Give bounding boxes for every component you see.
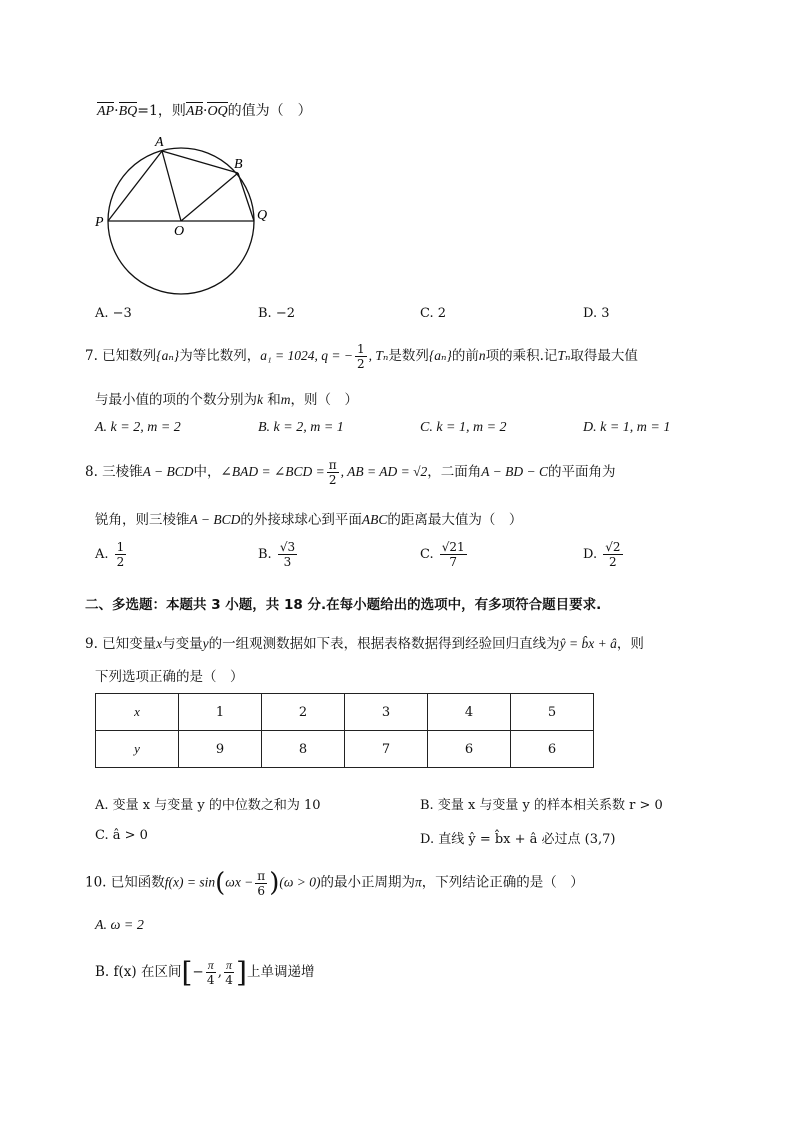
section-heading: 二、多选题：本题共 3 小题，共 18 分.在每小题给出的选项中，有多项符合题目要求. [85,597,602,613]
segment-pa [108,151,162,221]
q8-line1: 8. 三棱锥A − BCD中，∠BAD = ∠BCD = $\frac{\pi}{2}$ , AB = AD = √2，二面角A − BD − C的平面角为 [85,458,616,487]
table-row [96,731,594,768]
vector-bq: BQ [118,104,138,119]
sequence-an: {aₙ} [156,348,180,363]
q8-option-d: D. $\frac{√2}{2}$ [583,540,621,569]
table-cell: 7 [345,731,428,768]
q7-option-d: D. k = 1, m = 1 [583,420,671,435]
table-cell: 5 [511,694,594,731]
fraction-half: $\frac{1}{2}$ [356,342,365,371]
q10-option-a: A. ω = 2 [95,918,144,933]
q7-option-b: B. k = 2, m = 1 [258,420,344,435]
q9-option-c: C. â > 0 [95,828,148,843]
circle-figure [90,130,290,310]
segment-ob [181,173,238,221]
q7-line2: 与最小值的项的个数分别为k 和m，则（ ） [95,392,359,408]
table-cell: x [96,694,179,731]
q9-option-d: D. 直线 ŷ = b̂x + â 必过点 (3,7) [420,832,616,847]
segment-ao [162,151,181,221]
q8-line2: 锐角，则三棱锥A − BCD的外接球球心到平面ABC的距离最大值为（ ） [95,512,523,528]
label-a: A [155,135,164,150]
q8-option-c: C. $\frac{√21}{7}$ [420,540,465,569]
q6-tail-text: =1，则 [137,103,186,119]
fraction-pi-over-2: $\frac{\pi}{2}$ [328,458,337,487]
q9-line1: 9. 已知变量x与变量y的一组观测数据如下表，根据表格数据得到经验回归直线为ŷ = b̂x + â，则 [85,636,644,652]
vector-ab: AB [185,104,203,119]
vector-ap: AP [97,104,115,119]
q6-option-a: A. −3 [95,306,132,321]
q9-line2: 下列选项正确的是（ ） [95,669,244,685]
q8-option-a: A. $\frac{1}{2}$ [95,540,125,569]
q7-option-c: C. k = 1, m = 2 [420,420,507,435]
table-cell: 8 [262,731,345,768]
label-b: B [234,157,243,172]
q6-tail-suffix: 的值为（ ） [227,103,312,119]
table-cell: 6 [428,731,511,768]
q6-option-c: C. 2 [420,306,447,321]
table-row [96,694,594,731]
q7-option-a: A. k = 2, m = 2 [95,420,181,435]
q8-option-b: B. $\frac{√3}{3}$ [258,540,296,569]
table-cell: y [96,731,179,768]
label-o: O [174,224,185,239]
label-q: Q [257,208,268,223]
table-cell: 2 [262,694,345,731]
segment-bq [238,173,254,221]
table-cell: 6 [511,731,594,768]
table-cell: 4 [428,694,511,731]
table-cell: 3 [345,694,428,731]
fraction-pi-over-6: $\frac{\pi}{6}$ [257,868,266,898]
segment-ab [162,151,238,173]
q6-tail-line: AP·BQ=1，则AB·OQ的值为（ ） [97,103,312,119]
q6-option-d: D. 3 [583,306,610,321]
table-cell: 1 [179,694,262,731]
q10-option-b: B. f(x) 在区间[− $\frac{\pi}{4}$ , $\frac{\pi}{4}$ ]上单调递增 [95,956,315,989]
q9-option-b: B. 变量 x 与变量 y 的样本相关系数 r > 0 [420,798,663,813]
table-cell: 9 [179,731,262,768]
q9-option-a: A. 变量 x 与变量 y 的中位数之和为 10 [95,798,321,813]
data-table [95,693,594,768]
q10-line1: 10. 已知函数f(x) = sin(ωx − $\frac{\pi}{6}$ )(ω > 0)的最小正周期为π，下列结论正确的是（ ） [85,868,584,898]
label-p: P [95,215,104,230]
q6-option-b: B. −2 [258,306,295,321]
vector-oq: OQ [207,104,228,119]
q7-line1: 7. 已知数列{aₙ}为等比数列，a₁ = 1024, q = − $\frac{1}{2}$ , Tₙ是数列{aₙ}的前n项的乘积.记Tₙ取得最大值 [85,342,638,371]
